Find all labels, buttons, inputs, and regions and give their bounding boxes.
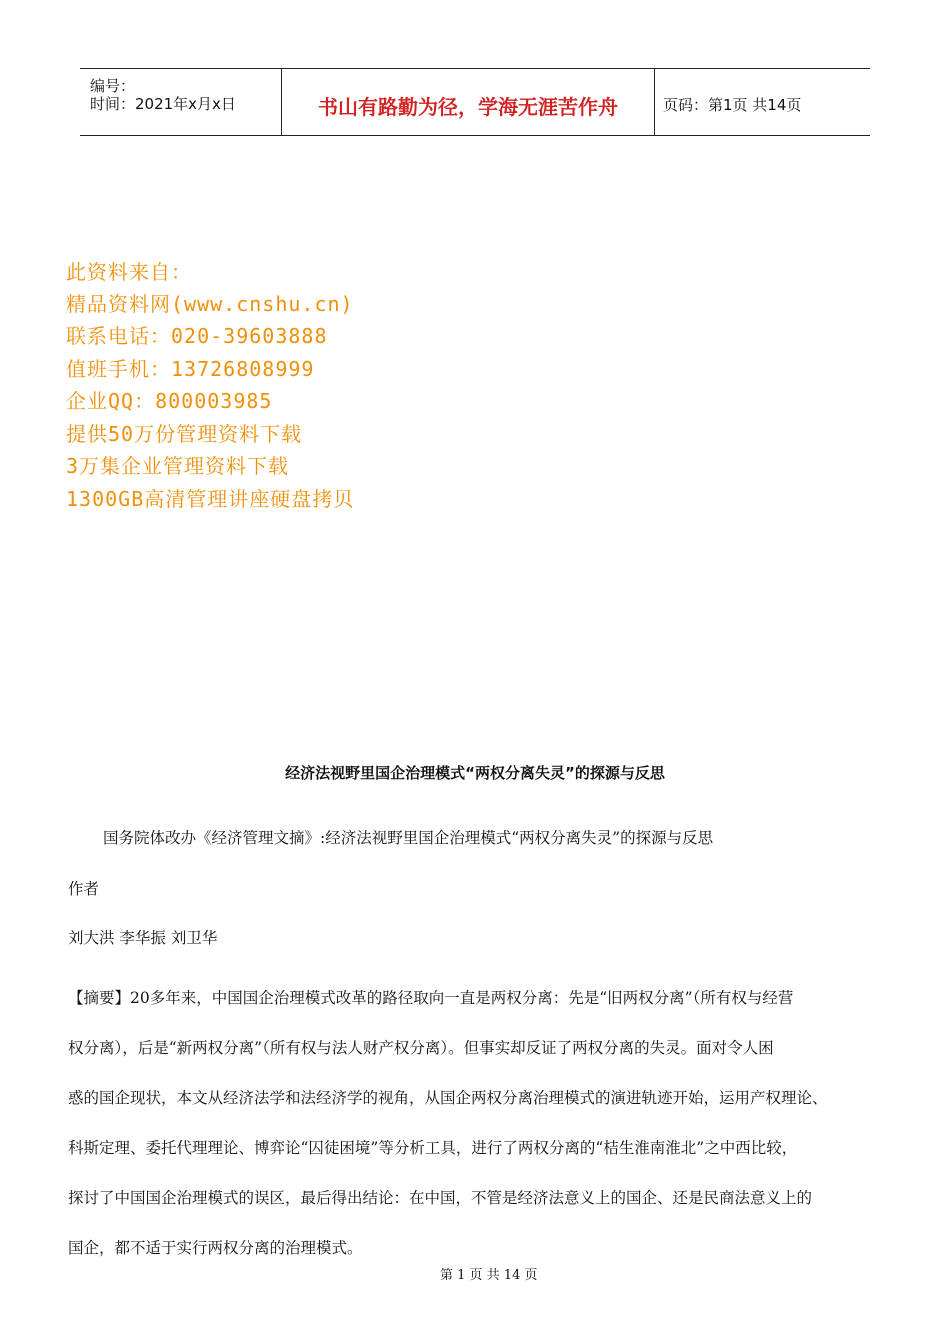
- motto: 书山有路勤为径，学海无涯苦作舟: [318, 95, 618, 119]
- promo-line: 值班手机：13726808999: [66, 357, 315, 381]
- header-table: [80, 68, 870, 136]
- promo-line: 1300GB高清管理讲座硬盘拷贝: [66, 487, 355, 511]
- promo-line: 3万集企业管理资料下载: [66, 454, 290, 478]
- header-mid-cell: [282, 69, 655, 135]
- page-footer: 第 1 页 共 14 页: [440, 1268, 538, 1283]
- abstract: [68, 973, 880, 1273]
- promo-line: 提供50万份管理资料下载: [66, 422, 303, 446]
- promo-line: 联系电话：020-39603888: [66, 324, 328, 348]
- author-label: 作者: [68, 880, 100, 898]
- abstract-line: 国企，都不适于实行两权分离的治理模式。: [68, 1239, 363, 1257]
- promo-line: 此资料来自：: [66, 260, 192, 284]
- header-right-cell: [655, 69, 870, 135]
- serial-label: 编号：: [90, 77, 136, 95]
- promo-line: 精品资料网(www.cnshu.cn): [66, 292, 354, 316]
- authors: 刘大洪 李华振 刘卫华: [68, 929, 218, 947]
- header-left-cell: [80, 69, 282, 135]
- article-title: 经济法视野里国企治理模式“两权分离失灵”的探源与反思: [285, 764, 665, 782]
- abstract-line: 科斯定理、委托代理理论、博弈论“囚徒困境”等分析工具，进行了两权分离的“桔生淮南淮北”之中西比较，: [68, 1139, 798, 1157]
- page-info: 页码：第1页 共14页: [663, 96, 802, 114]
- abstract-line: 权分离），后是“新两权分离”（所有权与法人财产权分离）。但事实却反证了两权分离的失灵。面对令人困: [68, 1039, 774, 1057]
- abstract-line: 惑的国企现状，本文从经济法学和法经济学的视角，从国企两权分离治理模式的演进轨迹开始，运用产权理论、: [68, 1089, 828, 1107]
- source-line: 国务院体改办《经济管理文摘》:经济法视野里国企治理模式“两权分离失灵”的探源与反思: [103, 829, 714, 847]
- abstract-line: 探讨了中国国企治理模式的误区，最后得出结论：在中国，不管是经济法意义上的国企、还是民商法意义上的: [68, 1189, 813, 1207]
- abstract-line: 【摘要】20多年来，中国国企治理模式改革的路径取向一直是两权分离：先是“旧两权分离”（所有权与经营: [68, 989, 794, 1007]
- date-label: 时间：2021年x月x日: [90, 95, 236, 113]
- promo-line: 企业QQ：800003985: [66, 389, 273, 413]
